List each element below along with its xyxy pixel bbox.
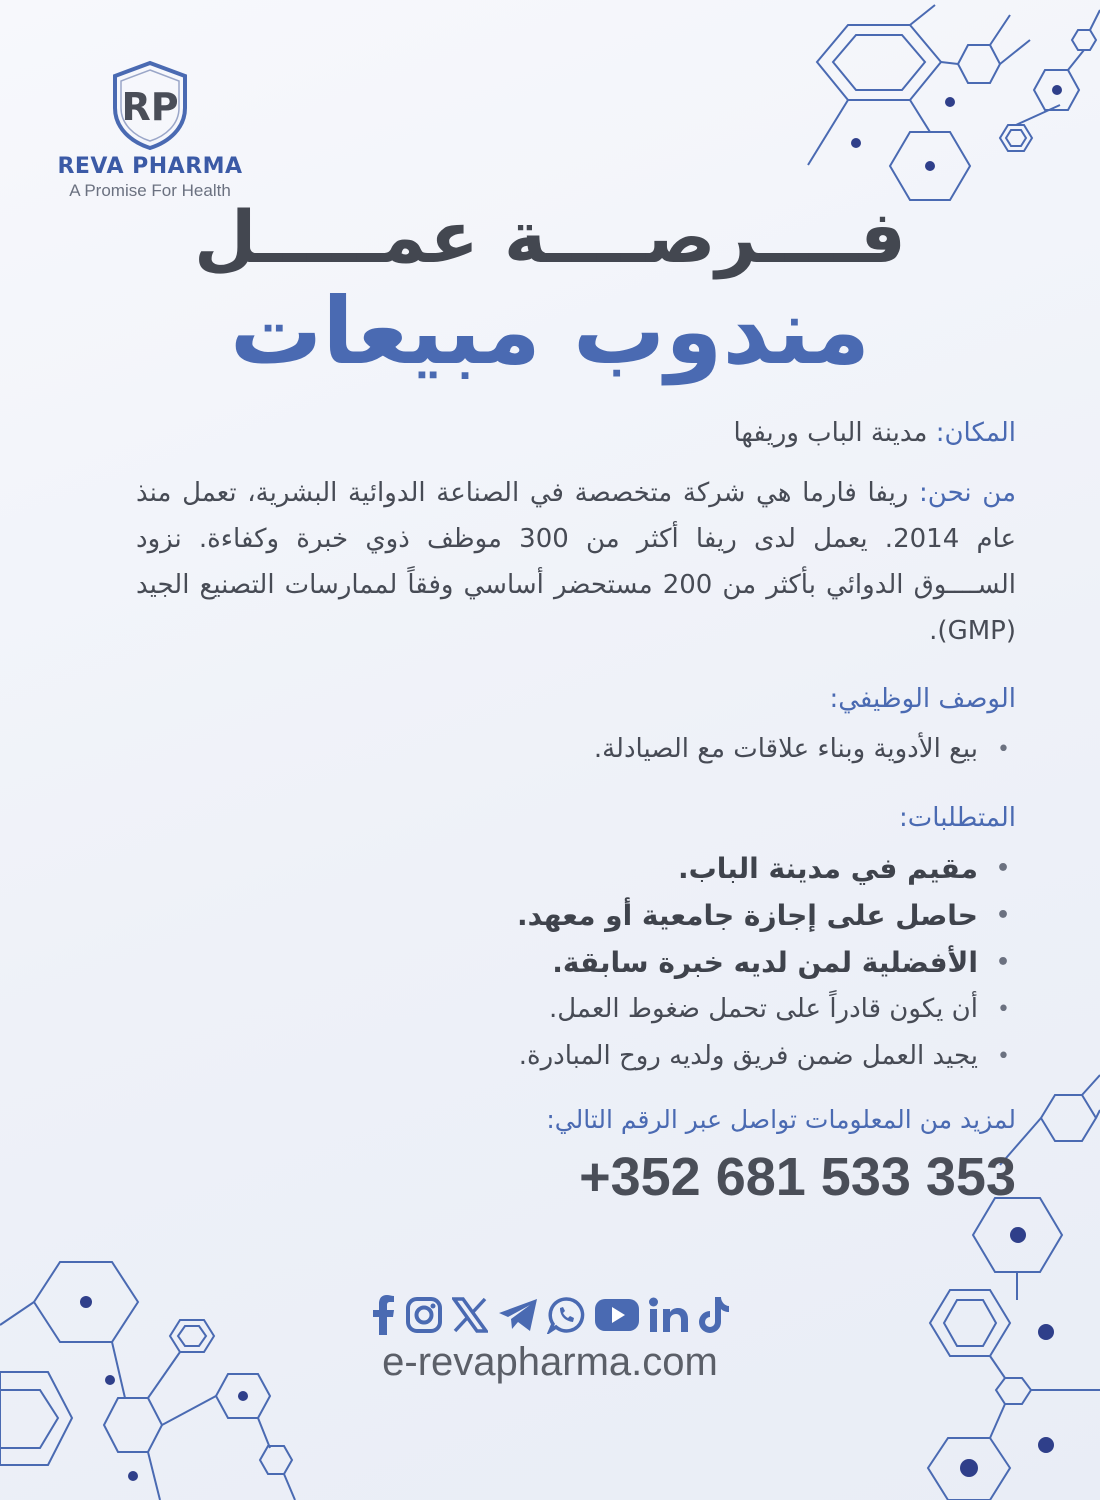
social-links	[370, 1295, 730, 1339]
page-title: فــــرصــــة عمـــــل	[194, 195, 906, 279]
list-item: • حاصل على إجازة جامعية أو معهد.	[136, 892, 1016, 939]
about-label: من نحن:	[919, 478, 1017, 508]
instagram-icon[interactable]	[405, 1296, 443, 1338]
whatsapp-icon[interactable]	[547, 1296, 585, 1338]
list-item: • الأفضلية لمن لديه خبرة سابقة.	[136, 939, 1016, 986]
contact-label: لمزيد من المعلومات تواصل عبر الرقم التالي:	[546, 1105, 1016, 1134]
shield-logo-icon	[109, 60, 191, 150]
list-item: • بيع الأدوية وبناء علاقات مع الصيادلة.	[136, 726, 1016, 773]
svg-text:RP: RP	[121, 85, 179, 129]
job-description-list	[136, 726, 1016, 773]
location-line	[136, 410, 1016, 456]
list-item: • أن يكون قادراً على تحمل ضغوط العمل.	[136, 986, 1016, 1033]
job-description-heading: الوصف الوظيفي:	[829, 684, 1016, 714]
list-item: • مقيم في مدينة الباب.	[136, 845, 1016, 892]
bullet-icon: •	[997, 997, 1010, 1022]
bullet-icon: •	[997, 1044, 1010, 1069]
location-value: مدينة الباب وريفها	[733, 418, 928, 448]
phone-number[interactable]: +352 681 533 353	[579, 1147, 1016, 1207]
bullet-icon: •	[995, 903, 1010, 928]
list-item: • يجيد العمل ضمن فريق ولديه روح المبادرة.	[136, 1033, 1016, 1080]
website-link[interactable]: e-revapharma.com	[382, 1340, 718, 1384]
location-label: المكان:	[935, 418, 1016, 448]
bullet-icon: •	[995, 950, 1010, 975]
brand-logo	[50, 60, 250, 201]
bullet-icon: •	[997, 737, 1010, 762]
brand-name: REVA PHARMA	[57, 154, 243, 179]
job-details	[136, 410, 1016, 1208]
linkedin-icon[interactable]	[649, 1297, 689, 1337]
about-text: ريفا فارما هي شركة متخصصة في الصناعة الدوائية البشرية، تعمل منذ عام 2014. يعمل لدى ريفا أكثر من 300 موظف ذوي خبرة وكفاءة. نزود الســــوق الدوائي بأكثر من 200 مستحضر أساسي وفقاً لممارسات التصنيع الجيد (GMP).	[136, 478, 1016, 646]
x-icon[interactable]	[452, 1297, 488, 1337]
requirements-heading: المتطلبات:	[899, 803, 1016, 833]
tiktok-icon[interactable]	[698, 1296, 730, 1338]
job-title: مندوب مبيعات	[229, 278, 871, 385]
youtube-icon[interactable]	[594, 1298, 640, 1336]
facebook-icon[interactable]	[370, 1295, 396, 1339]
about-paragraph	[136, 470, 1016, 654]
requirements-list	[136, 845, 1016, 1080]
telegram-icon[interactable]	[497, 1297, 539, 1337]
brand-tagline: A Promise For Health	[69, 181, 231, 200]
bullet-icon: •	[995, 856, 1010, 881]
